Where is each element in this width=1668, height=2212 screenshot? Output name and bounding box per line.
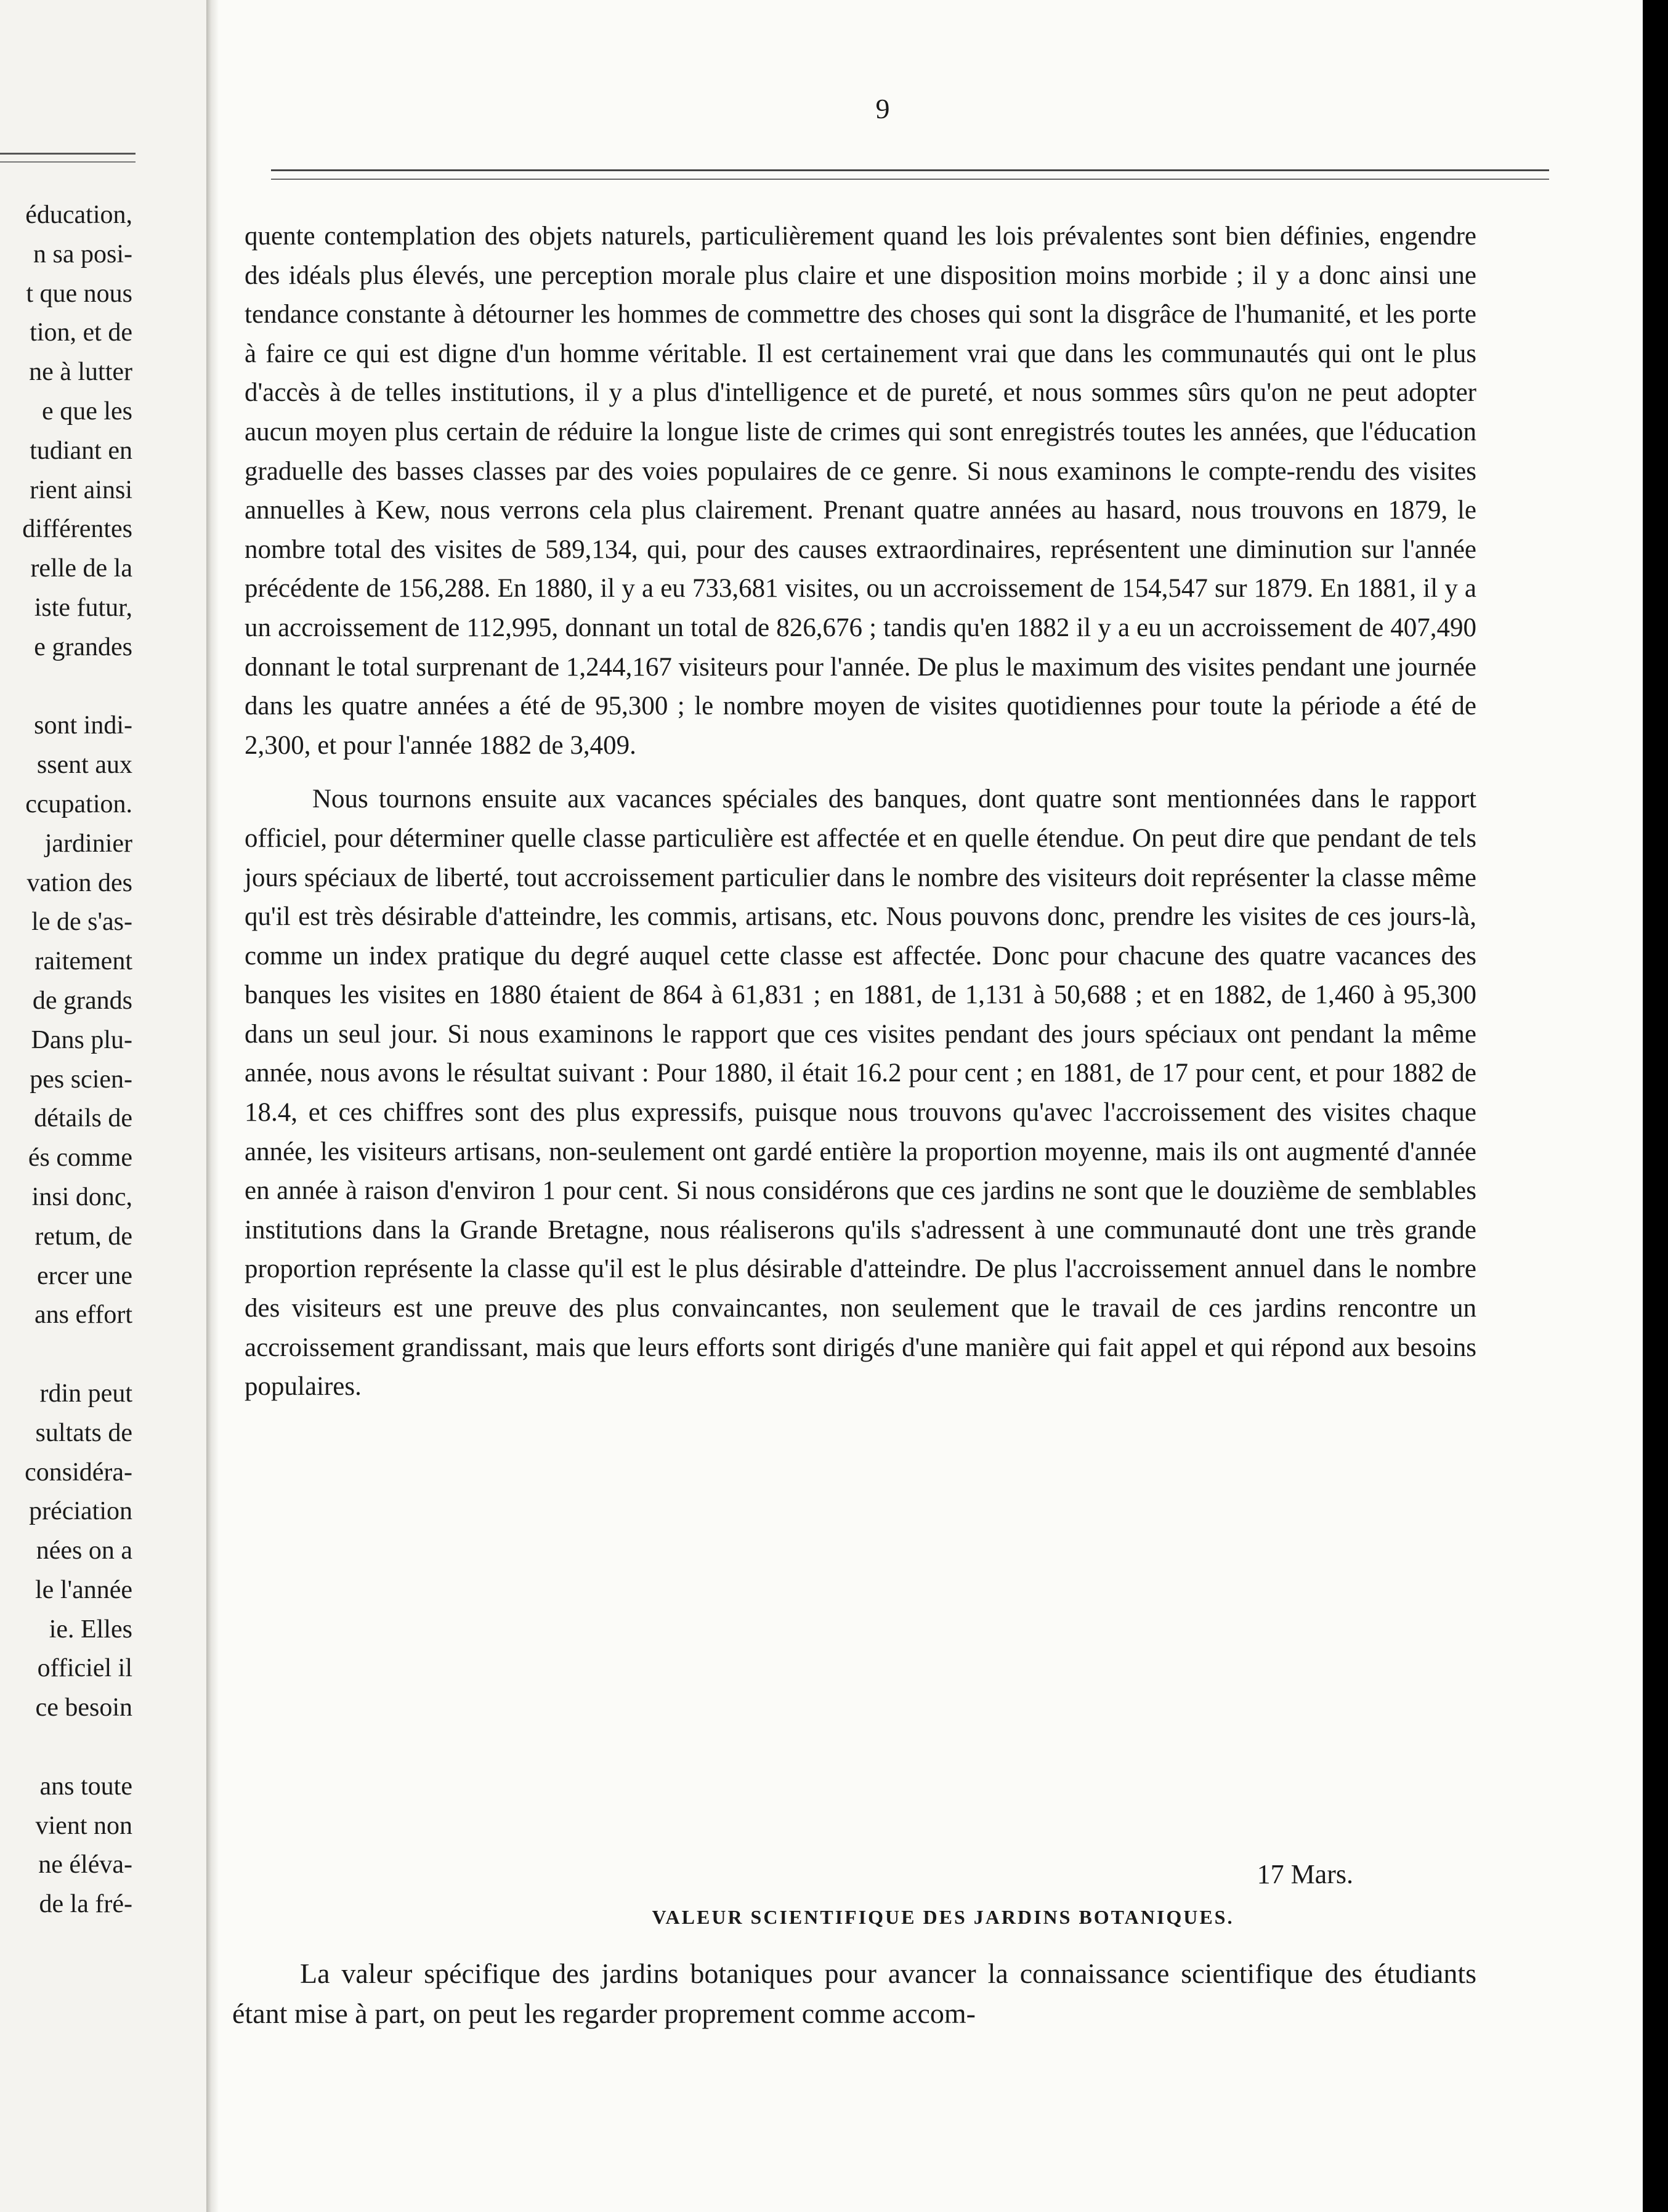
- left-text-line: le de s'as-: [31, 908, 132, 937]
- left-text-line: différentes: [22, 515, 132, 544]
- left-text-line: de la fré-: [39, 1890, 132, 1919]
- section-body: [232, 1953, 1476, 2033]
- left-text-line: insi donc,: [31, 1182, 132, 1211]
- left-text-line: ie. Elles: [49, 1615, 132, 1644]
- left-text-line: rdin peut: [39, 1379, 132, 1408]
- left-paragraph-gap: [0, 1335, 132, 1374]
- left-text-line: ans effort: [34, 1301, 132, 1330]
- left-text-line: sultats de: [35, 1418, 132, 1447]
- left-text-line: de grands: [32, 986, 132, 1015]
- left-text-line: éducation,: [25, 201, 132, 229]
- main-page: [219, 0, 1643, 2212]
- left-paragraph-gap: [0, 668, 132, 707]
- left-text-line: sont indi-: [34, 711, 132, 740]
- left-header-rule-secondary: [0, 161, 136, 163]
- left-text-line: le l'année: [35, 1575, 132, 1604]
- left-text-line: t que nous: [26, 279, 132, 308]
- left-text-line: Dans plu-: [31, 1025, 132, 1054]
- left-text-line: ssent aux: [36, 751, 132, 780]
- left-text-line: és comme: [28, 1144, 132, 1173]
- left-text-line: vient non: [35, 1811, 132, 1840]
- left-text-line: rient ainsi: [30, 475, 132, 504]
- left-text-line: e que les: [42, 397, 132, 426]
- section-paragraph: La valeur spécifique des jardins botaniques pour avancer la connaissance scientifique des étudiants étant mise à part, on peut les regarder proprement comme accom-: [232, 1958, 1476, 2029]
- left-text-line: vation des: [26, 868, 132, 897]
- left-text-line: raitement: [34, 947, 132, 976]
- page-number: 9: [875, 93, 890, 124]
- section-title: VALEUR SCIENTIFIQUE DES JARDINS BOTANIQUES.: [652, 1906, 1234, 1928]
- left-text-line: relle de la: [30, 554, 132, 583]
- left-text-line: tion, et de: [30, 318, 132, 347]
- left-page-fragment: [0, 0, 206, 2212]
- left-text-line: ercer une: [36, 1261, 132, 1290]
- paragraph-1: quente contemplation des objets naturels, particulièrement quand les lois prévalentes sont bien définies, engendre des idéals plus élevés, une perception morale plus claire et une disposition moins morbide ; il y a donc ainsi une tendance constante à détourner les hommes de commettre des choses qui sont la disgrâce de l'humanité, et les porte à faire ce qui est digne d'un homme véritable. Il est certainement vrai que dans les communautés qui ont le plus d'accès à de telles institutions, il y a plus d'intelligence et de pureté, et nous sommes sûrs qu'on ne peut adopter aucun moyen plus certain de réduire la longue liste de crimes qui sont enregistrés toutes les années, que l'éducation graduelle des basses classes par des voies populaires de ce genre. Si nous examinons le compte-rendu des visites annuelles à Kew, nous verrons cela plus clairement. Prenant quatre années au hasard, nous trouvons en 1879, le nombre total des visites de 589,134, qui, pour des causes extraordinaires, représentent une diminution sur l'année précédente de 156,288. En 1880, il y a eu 733,681 visites, ou un accroissement de 154,547 sur 1879. En 1881, il y a un accroissement de 112,995, donnant un total de 826,676 ; tandis qu'en 1882 il y a eu un accroissement de 407,490 donnant le total surprenant de 1,244,167 visiteurs pour l'année. De plus le maximum des visites pendant une journée dans les quatre années a été de 95,300 ; le nombre moyen de visites quotidiennes pour toute la période a été de 2,300, et pour l'année 1882 de 3,409.: [245, 222, 1476, 760]
- left-text-line: e grandes: [34, 632, 132, 661]
- left-text-line: détails de: [34, 1104, 132, 1133]
- paragraph-2: Nous tournons ensuite aux vacances spéciales des banques, dont quatre sont mentionnées dans le rapport officiel, pour déterminer quelle classe particulière est affectée et en quelle étendue. On peut dire que pendant de tels jours spéciaux de liberté, tout accroissement particulier dans le nombre des visiteurs doit représenter la classe même qu'il est très désirable d'atteindre, les commis, artisans, etc. Nous pouvons donc, prendre les visites de ces jours-là, comme un index pratique du degré auquel cette classe est affectée. Donc pour chacune des quatre vacances des banques les visites en 1880 étaient de 864 à 61,831 ; en 1881, de 1,131 à 50,688 ; et en 1882, de 1,460 à 95,300 dans un seul jour. Si nous examinons le rapport que ces visites pendant des jours spéciaux ont pendant la même année, nous avons le résultat suivant : Pour 1880, il était 16.2 pour cent ; en 1881, de 17 pour cent, et pour 1882 de 18.4, et ces chiffres sont des plus expressifs, puisque nous trouvons qu'avec l'accroissement des visites chaque année, les visiteurs artisans, non-seulement ont gardé entière la proportion moyenne, mais ils ont augmenté d'année en année à raison d'environ 1 pour cent. Si nous considérons que ces jardins ne sont que le douzième de semblables institutions dans la Grande Bretagne, nous réaliserons qu'ils s'adressent à une communauté dont une très grande proportion représente la classe qu'il est le plus désirable d'atteindre. De plus l'accroissement annuel dans le nombre des visiteurs est une preuve des plus convaincantes, non seulement que le travail de ces jardins rencontre un accroissement grandissant, mais que leurs efforts sont dirigés d'une manière qui fait appel et qui répond aux besoins populaires.: [245, 785, 1476, 1402]
- left-text-line: considéra-: [25, 1458, 132, 1487]
- left-text-line: ce besoin: [35, 1693, 132, 1722]
- body-text: [245, 217, 1476, 1407]
- left-text-line: iste futur,: [34, 593, 132, 622]
- left-text-line: pes scien-: [30, 1065, 132, 1094]
- left-text-line: ans toute: [39, 1772, 132, 1801]
- left-text-line: nées on a: [36, 1536, 132, 1565]
- left-text-line: retum, de: [34, 1222, 132, 1251]
- left-text-line: préciation: [29, 1497, 132, 1526]
- left-text-line: n sa posi-: [33, 240, 132, 268]
- binding-gutter: [206, 0, 219, 2212]
- header-rule: [271, 169, 1549, 171]
- left-text-line: ne à lutter: [29, 358, 132, 387]
- header-rule-secondary: [271, 179, 1549, 180]
- date-line: 17 Mars.: [1257, 1859, 1353, 1889]
- left-text-line: ccupation.: [25, 789, 132, 818]
- left-header-rule: [0, 153, 136, 155]
- left-paragraph-gap: [0, 1728, 132, 1767]
- left-text-line: officiel il: [37, 1654, 132, 1683]
- left-text-line: ne éléva-: [38, 1851, 132, 1879]
- scan-border: [1643, 0, 1668, 2212]
- left-text-line: jardinier: [44, 829, 132, 858]
- left-page-text: [0, 196, 132, 1924]
- left-text-line: tudiant en: [30, 436, 132, 465]
